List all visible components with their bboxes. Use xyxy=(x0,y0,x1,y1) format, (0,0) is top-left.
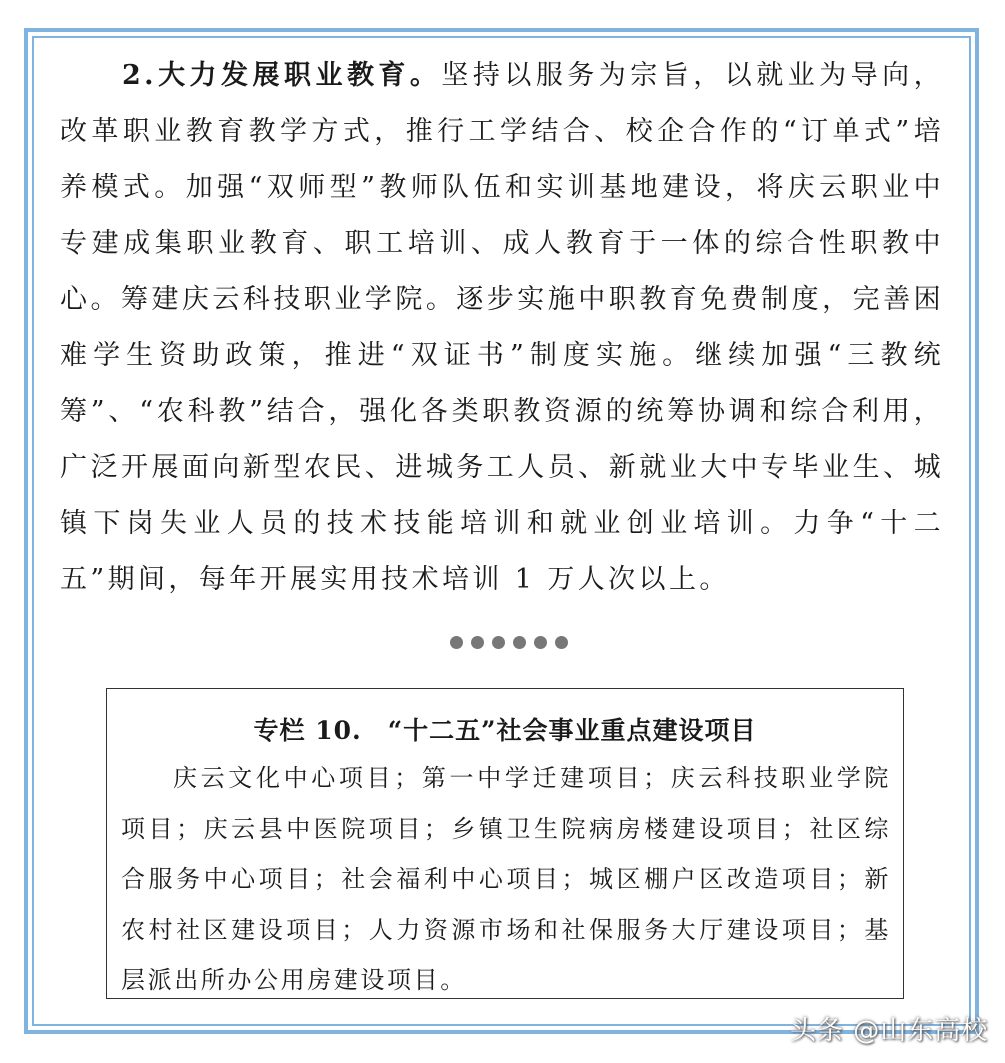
column-title: 专栏 10. “十二五”社会事业重点建设项目 xyxy=(253,716,757,745)
dot-icon xyxy=(450,636,463,649)
section-body: 坚持以服务为宗旨，以就业为导向，改革职业教育教学方式，推行工学结合、校企合作的“订单式”培养模式。加强“双师型”教师队伍和实训基地建设，将庆云职业中专建成集职业教育、职工培训、成人教育于一体的综合性职教中心。筹建庆云科技职业学院。逐步实施中职教育免费制度，完善困难学生资助政策，推进“双证书”制度实施。继续加强“三教统筹”、“农科教”结合，强化各类职教资源的统筹协调和综合利用，广泛开展面向新型农民、进城务工人员、新就业大中专毕业生、城镇下岗失业人员的技术技能培训和就业创业培训。力争“十二五”期间，每年开展实用技术培训 1 万人次以上。 xyxy=(60,60,944,595)
dot-icon xyxy=(492,636,505,649)
section-heading: 2.大力发展职业教育。 xyxy=(122,60,442,91)
column-body: 庆云文化中心项目；第一中学迁建项目；庆云科技职业学院项目；庆云县中医院项目；乡镇卫生院病房楼建设项目；社区综合服务中心项目；社会福利中心项目；城区棚户区改造项目；新农村社区建设项目；人力资源市场和社保服务大厅建设项目；基层派出所办公用房建设项目。 xyxy=(121,764,891,994)
column-box xyxy=(106,688,904,999)
dot-icon xyxy=(513,636,526,649)
watermark: 头条 @山东高校 xyxy=(790,1016,989,1046)
dot-icon xyxy=(555,636,568,649)
section-paragraph xyxy=(60,48,944,608)
separator-dots xyxy=(450,636,568,649)
dot-icon xyxy=(471,636,484,649)
dot-icon xyxy=(534,636,547,649)
